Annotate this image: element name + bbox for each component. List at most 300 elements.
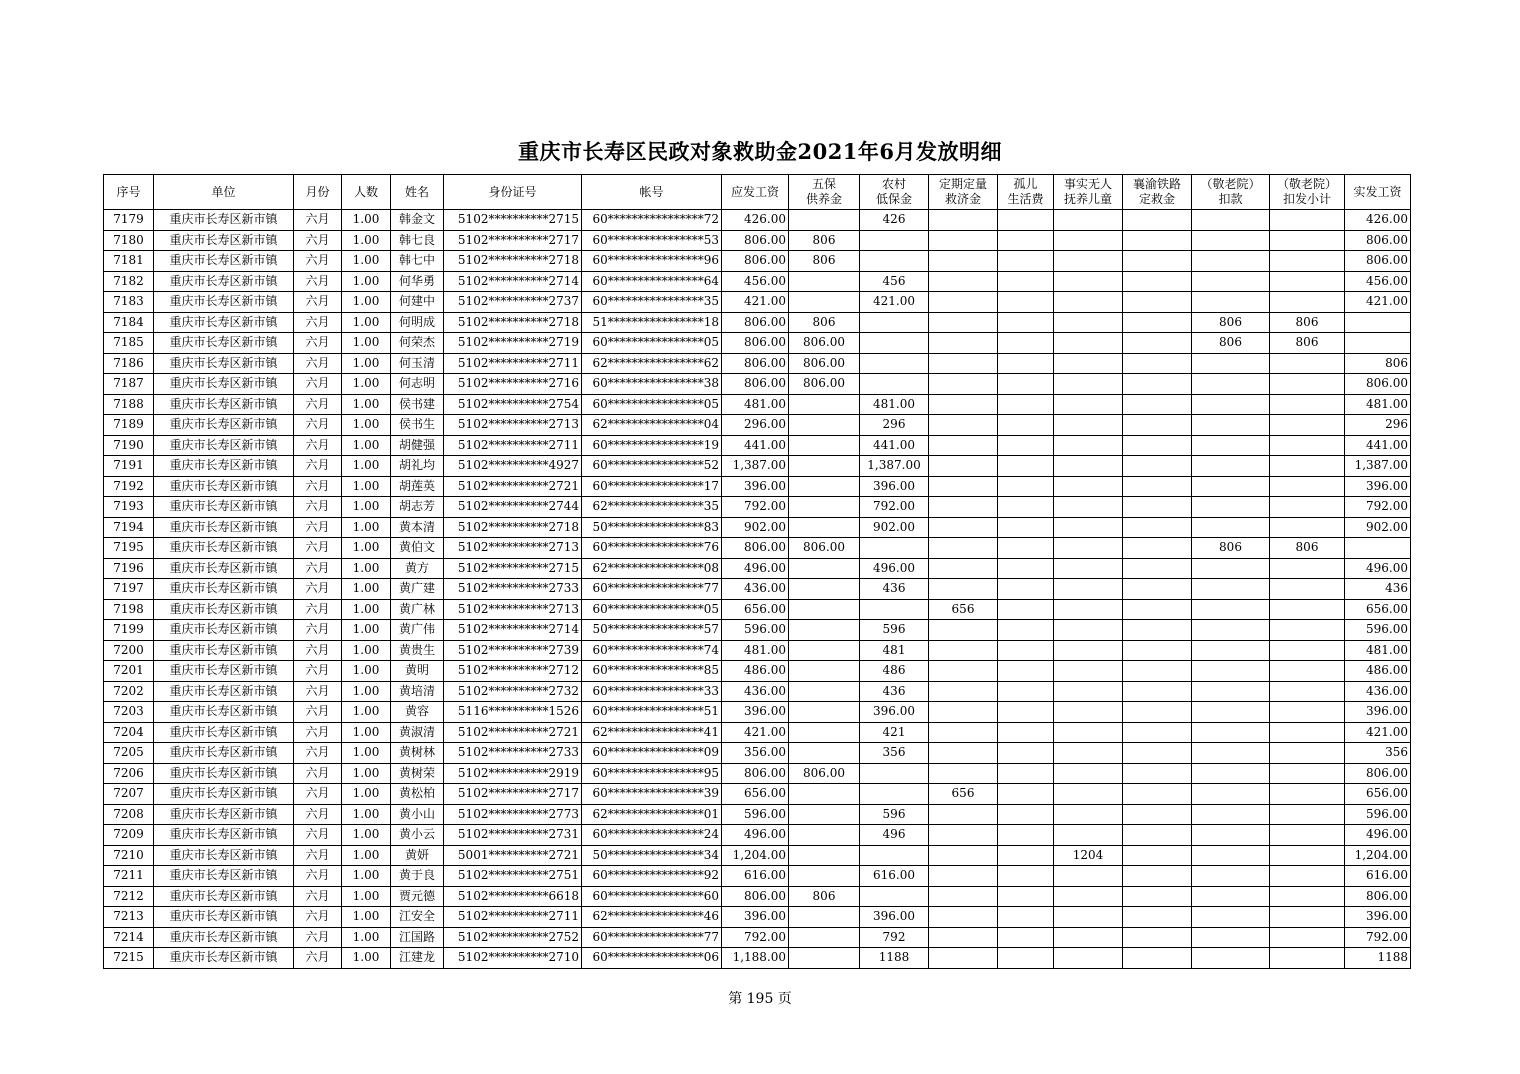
cell-dingqi: 656 [929,599,998,620]
cell-net: 441.00 [1345,435,1411,456]
cell-koufa [1270,251,1345,272]
cell-shishi [1054,374,1123,395]
cell-wubao [789,456,860,477]
cell-count: 1.00 [342,271,391,292]
table-row [104,599,1411,620]
cell-guer [998,456,1054,477]
cell-xiangyu [1123,866,1192,887]
cell-month: 六月 [294,784,342,805]
cell-count: 1.00 [342,394,391,415]
cell-month: 六月 [294,681,342,702]
cell-xiangyu [1123,599,1192,620]
cell-dibao: 1188 [860,948,929,969]
cell-due: 792.00 [722,927,789,948]
table-header-row [104,175,1411,210]
cell-koufa [1270,415,1345,436]
cell-wubao [789,927,860,948]
cell-account: 60****************06 [582,948,722,969]
cell-unit: 重庆市长寿区新市镇 [154,435,294,456]
cell-name: 何华勇 [391,271,444,292]
cell-seq: 7195 [104,538,154,559]
cell-net: 806.00 [1345,763,1411,784]
cell-kou [1192,558,1270,579]
cell-name: 黄培清 [391,681,444,702]
cell-unit: 重庆市长寿区新市镇 [154,394,294,415]
cell-count: 1.00 [342,558,391,579]
cell-count: 1.00 [342,517,391,538]
cell-shishi [1054,210,1123,231]
cell-due: 596.00 [722,620,789,641]
cell-shishi [1054,435,1123,456]
cell-xiangyu [1123,538,1192,559]
cell-unit: 重庆市长寿区新市镇 [154,579,294,600]
cell-account: 60****************05 [582,599,722,620]
cell-seq: 7213 [104,907,154,928]
cell-month: 六月 [294,866,342,887]
cell-month: 六月 [294,476,342,497]
cell-shishi [1054,907,1123,928]
cell-due: 441.00 [722,435,789,456]
cell-koufa [1270,661,1345,682]
cell-shishi [1054,558,1123,579]
cell-count: 1.00 [342,538,391,559]
cell-due: 481.00 [722,394,789,415]
cell-seq: 7188 [104,394,154,415]
cell-guer [998,312,1054,333]
cell-due: 396.00 [722,702,789,723]
cell-guer [998,763,1054,784]
cell-name: 何荣杰 [391,333,444,354]
cell-xiangyu [1123,333,1192,354]
cell-count: 1.00 [342,456,391,477]
cell-count: 1.00 [342,599,391,620]
cell-xiangyu [1123,907,1192,928]
cell-dingqi [929,538,998,559]
cell-unit: 重庆市长寿区新市镇 [154,743,294,764]
cell-net: 486.00 [1345,661,1411,682]
cell-shishi [1054,599,1123,620]
cell-net: 656.00 [1345,784,1411,805]
cell-dingqi [929,640,998,661]
cell-guer [998,374,1054,395]
cell-id: 5102**********2754 [444,394,582,415]
cell-due: 806.00 [722,312,789,333]
cell-net: 806.00 [1345,886,1411,907]
cell-guer [998,907,1054,928]
cell-count: 1.00 [342,661,391,682]
table-row [104,292,1411,313]
cell-wubao [789,784,860,805]
cell-id: 5116**********1526 [444,702,582,723]
cell-account: 60****************19 [582,435,722,456]
cell-wubao [789,804,860,825]
cell-seq: 7183 [104,292,154,313]
cell-koufa [1270,702,1345,723]
cell-net: 496.00 [1345,825,1411,846]
cell-wubao [789,517,860,538]
column-header-count: 人数 [342,175,391,210]
cell-account: 60****************60 [582,886,722,907]
cell-wubao: 806 [789,312,860,333]
cell-shishi [1054,661,1123,682]
cell-guer [998,333,1054,354]
cell-unit: 重庆市长寿区新市镇 [154,845,294,866]
cell-seq: 7192 [104,476,154,497]
cell-guer [998,804,1054,825]
cell-guer [998,948,1054,969]
column-header-dibao: 农村 低保金 [860,175,929,210]
cell-seq: 7193 [104,497,154,518]
cell-unit: 重庆市长寿区新市镇 [154,230,294,251]
cell-guer [998,394,1054,415]
cell-name: 黄树林 [391,743,444,764]
cell-month: 六月 [294,497,342,518]
cell-account: 60****************95 [582,763,722,784]
cell-name: 江建龙 [391,948,444,969]
cell-month: 六月 [294,620,342,641]
cell-month: 六月 [294,374,342,395]
cell-id: 5102**********2715 [444,558,582,579]
cell-id: 5102**********4927 [444,456,582,477]
cell-count: 1.00 [342,620,391,641]
cell-count: 1.00 [342,579,391,600]
cell-wubao [789,722,860,743]
cell-unit: 重庆市长寿区新市镇 [154,415,294,436]
table-row [104,333,1411,354]
cell-id: 5102**********2733 [444,743,582,764]
cell-id: 5102**********2718 [444,251,582,272]
cell-month: 六月 [294,517,342,538]
cell-account: 50****************34 [582,845,722,866]
cell-net: 421.00 [1345,292,1411,313]
cell-dibao [860,374,929,395]
table-row [104,517,1411,538]
cell-dibao: 396.00 [860,907,929,928]
cell-due: 486.00 [722,661,789,682]
cell-id: 5102**********2919 [444,763,582,784]
cell-kou [1192,763,1270,784]
cell-shishi [1054,394,1123,415]
cell-month: 六月 [294,661,342,682]
cell-unit: 重庆市长寿区新市镇 [154,456,294,477]
cell-koufa [1270,210,1345,231]
cell-month: 六月 [294,907,342,928]
cell-xiangyu [1123,722,1192,743]
cell-kou [1192,230,1270,251]
cell-name: 黄松柏 [391,784,444,805]
cell-month: 六月 [294,845,342,866]
cell-due: 656.00 [722,599,789,620]
cell-name: 江安全 [391,907,444,928]
cell-guer [998,599,1054,620]
cell-kou [1192,804,1270,825]
cell-xiangyu [1123,558,1192,579]
cell-account: 60****************96 [582,251,722,272]
cell-name: 黄容 [391,702,444,723]
cell-shishi [1054,743,1123,764]
cell-wubao [789,210,860,231]
cell-due: 806.00 [722,374,789,395]
table-row [104,804,1411,825]
cell-id: 5102**********2717 [444,784,582,805]
cell-unit: 重庆市长寿区新市镇 [154,825,294,846]
cell-koufa [1270,743,1345,764]
cell-dingqi [929,804,998,825]
cell-wubao [789,435,860,456]
cell-xiangyu [1123,845,1192,866]
table-row [104,640,1411,661]
cell-count: 1.00 [342,825,391,846]
cell-koufa [1270,948,1345,969]
table-row [104,784,1411,805]
cell-shishi [1054,456,1123,477]
cell-shishi [1054,538,1123,559]
cell-shishi [1054,784,1123,805]
cell-kou [1192,271,1270,292]
cell-id: 5102**********2752 [444,927,582,948]
cell-dibao: 496.00 [860,558,929,579]
cell-unit: 重庆市长寿区新市镇 [154,722,294,743]
cell-name: 韩七中 [391,251,444,272]
cell-kou [1192,353,1270,374]
cell-net: 481.00 [1345,394,1411,415]
cell-month: 六月 [294,640,342,661]
cell-net: 1,387.00 [1345,456,1411,477]
cell-id: 5102**********2737 [444,292,582,313]
cell-xiangyu [1123,579,1192,600]
table-row [104,394,1411,415]
cell-xiangyu [1123,312,1192,333]
cell-xiangyu [1123,784,1192,805]
cell-dibao [860,333,929,354]
payment-table [103,174,1411,969]
cell-xiangyu [1123,620,1192,641]
cell-unit: 重庆市长寿区新市镇 [154,312,294,333]
cell-id: 5102**********2711 [444,907,582,928]
cell-koufa [1270,907,1345,928]
cell-dibao [860,538,929,559]
cell-shishi [1054,825,1123,846]
cell-dibao: 426 [860,210,929,231]
cell-net: 496.00 [1345,558,1411,579]
cell-xiangyu [1123,210,1192,231]
cell-guer [998,702,1054,723]
cell-dibao: 616.00 [860,866,929,887]
cell-dingqi [929,476,998,497]
cell-seq: 7199 [104,620,154,641]
cell-koufa [1270,681,1345,702]
cell-seq: 7211 [104,866,154,887]
cell-wubao [789,681,860,702]
cell-account: 60****************74 [582,640,722,661]
cell-id: 5102**********2714 [444,620,582,641]
cell-dibao: 436 [860,681,929,702]
cell-kou [1192,456,1270,477]
column-header-dingqi: 定期定量 救济金 [929,175,998,210]
cell-dingqi [929,251,998,272]
cell-shishi [1054,804,1123,825]
cell-due: 1,387.00 [722,456,789,477]
cell-kou [1192,374,1270,395]
cell-koufa [1270,886,1345,907]
cell-koufa [1270,271,1345,292]
cell-guer [998,927,1054,948]
cell-dibao: 421.00 [860,292,929,313]
cell-dibao: 356 [860,743,929,764]
cell-shishi [1054,476,1123,497]
cell-seq: 7207 [104,784,154,805]
cell-net: 806.00 [1345,251,1411,272]
cell-wubao [789,907,860,928]
cell-id: 5102**********2717 [444,230,582,251]
column-header-koufa: （敬老院） 扣发小计 [1270,175,1345,210]
cell-guer [998,722,1054,743]
column-header-shishi: 事实无人 抚养儿童 [1054,175,1123,210]
cell-kou [1192,866,1270,887]
cell-xiangyu [1123,435,1192,456]
cell-net: 396.00 [1345,702,1411,723]
cell-unit: 重庆市长寿区新市镇 [154,948,294,969]
cell-seq: 7186 [104,353,154,374]
table-row [104,312,1411,333]
cell-kou [1192,435,1270,456]
cell-id: 5102**********2715 [444,210,582,231]
cell-koufa [1270,599,1345,620]
cell-kou [1192,702,1270,723]
cell-account: 60****************76 [582,538,722,559]
cell-unit: 重庆市长寿区新市镇 [154,886,294,907]
cell-count: 1.00 [342,353,391,374]
cell-count: 1.00 [342,763,391,784]
cell-xiangyu [1123,230,1192,251]
cell-id: 5102**********2744 [444,497,582,518]
cell-koufa [1270,722,1345,743]
cell-month: 六月 [294,743,342,764]
cell-dibao: 396.00 [860,702,929,723]
table-row [104,579,1411,600]
cell-shishi [1054,312,1123,333]
cell-net: 806 [1345,353,1411,374]
table-row [104,866,1411,887]
cell-dibao: 792.00 [860,497,929,518]
cell-shishi [1054,579,1123,600]
cell-koufa: 806 [1270,538,1345,559]
cell-due: 656.00 [722,784,789,805]
cell-guer [998,558,1054,579]
cell-koufa [1270,784,1345,805]
cell-guer [998,743,1054,764]
cell-wubao [789,702,860,723]
cell-month: 六月 [294,722,342,743]
cell-guer [998,886,1054,907]
cell-dingqi [929,579,998,600]
cell-account: 60****************77 [582,927,722,948]
cell-unit: 重庆市长寿区新市镇 [154,661,294,682]
cell-koufa [1270,845,1345,866]
cell-xiangyu [1123,927,1192,948]
cell-id: 5102**********2711 [444,353,582,374]
cell-id: 5102**********2732 [444,681,582,702]
cell-unit: 重庆市长寿区新市镇 [154,476,294,497]
cell-xiangyu [1123,825,1192,846]
cell-guer [998,353,1054,374]
cell-xiangyu [1123,948,1192,969]
cell-wubao [789,825,860,846]
cell-due: 792.00 [722,497,789,518]
cell-due: 1,188.00 [722,948,789,969]
cell-account: 60****************77 [582,579,722,600]
cell-guer [998,640,1054,661]
table-row [104,456,1411,477]
cell-name: 黄于良 [391,866,444,887]
cell-koufa: 806 [1270,333,1345,354]
cell-seq: 7202 [104,681,154,702]
cell-due: 421.00 [722,722,789,743]
cell-kou [1192,907,1270,928]
cell-name: 黄小云 [391,825,444,846]
cell-guer [998,415,1054,436]
cell-xiangyu [1123,394,1192,415]
cell-account: 60****************51 [582,702,722,723]
cell-wubao [789,948,860,969]
cell-guer [998,620,1054,641]
cell-due: 426.00 [722,210,789,231]
cell-net: 436.00 [1345,681,1411,702]
cell-month: 六月 [294,230,342,251]
cell-name: 黄广伟 [391,620,444,641]
table-row [104,825,1411,846]
cell-shishi [1054,681,1123,702]
cell-dingqi [929,866,998,887]
cell-account: 60****************53 [582,230,722,251]
column-header-wubao: 五保 供养金 [789,175,860,210]
cell-kou [1192,579,1270,600]
cell-net: 792.00 [1345,497,1411,518]
cell-wubao [789,292,860,313]
cell-due: 806.00 [722,353,789,374]
cell-month: 六月 [294,353,342,374]
cell-dibao [860,230,929,251]
cell-unit: 重庆市长寿区新市镇 [154,517,294,538]
cell-id: 5102**********2712 [444,661,582,682]
cell-koufa [1270,804,1345,825]
cell-shishi [1054,251,1123,272]
cell-guer [998,497,1054,518]
table-row [104,620,1411,641]
cell-koufa [1270,435,1345,456]
cell-dingqi [929,497,998,518]
cell-id: 5102**********2716 [444,374,582,395]
column-header-id: 身份证号 [444,175,582,210]
cell-shishi [1054,640,1123,661]
cell-id: 5102**********2773 [444,804,582,825]
cell-id: 5102**********2711 [444,435,582,456]
cell-net: 596.00 [1345,620,1411,641]
cell-account: 60****************52 [582,456,722,477]
cell-guer [998,476,1054,497]
table-row [104,907,1411,928]
cell-net: 396.00 [1345,907,1411,928]
cell-net: 421.00 [1345,722,1411,743]
cell-shishi [1054,497,1123,518]
cell-net: 436 [1345,579,1411,600]
cell-net: 1188 [1345,948,1411,969]
cell-seq: 7182 [104,271,154,292]
table-row [104,497,1411,518]
cell-month: 六月 [294,579,342,600]
cell-guer [998,845,1054,866]
cell-name: 韩七良 [391,230,444,251]
